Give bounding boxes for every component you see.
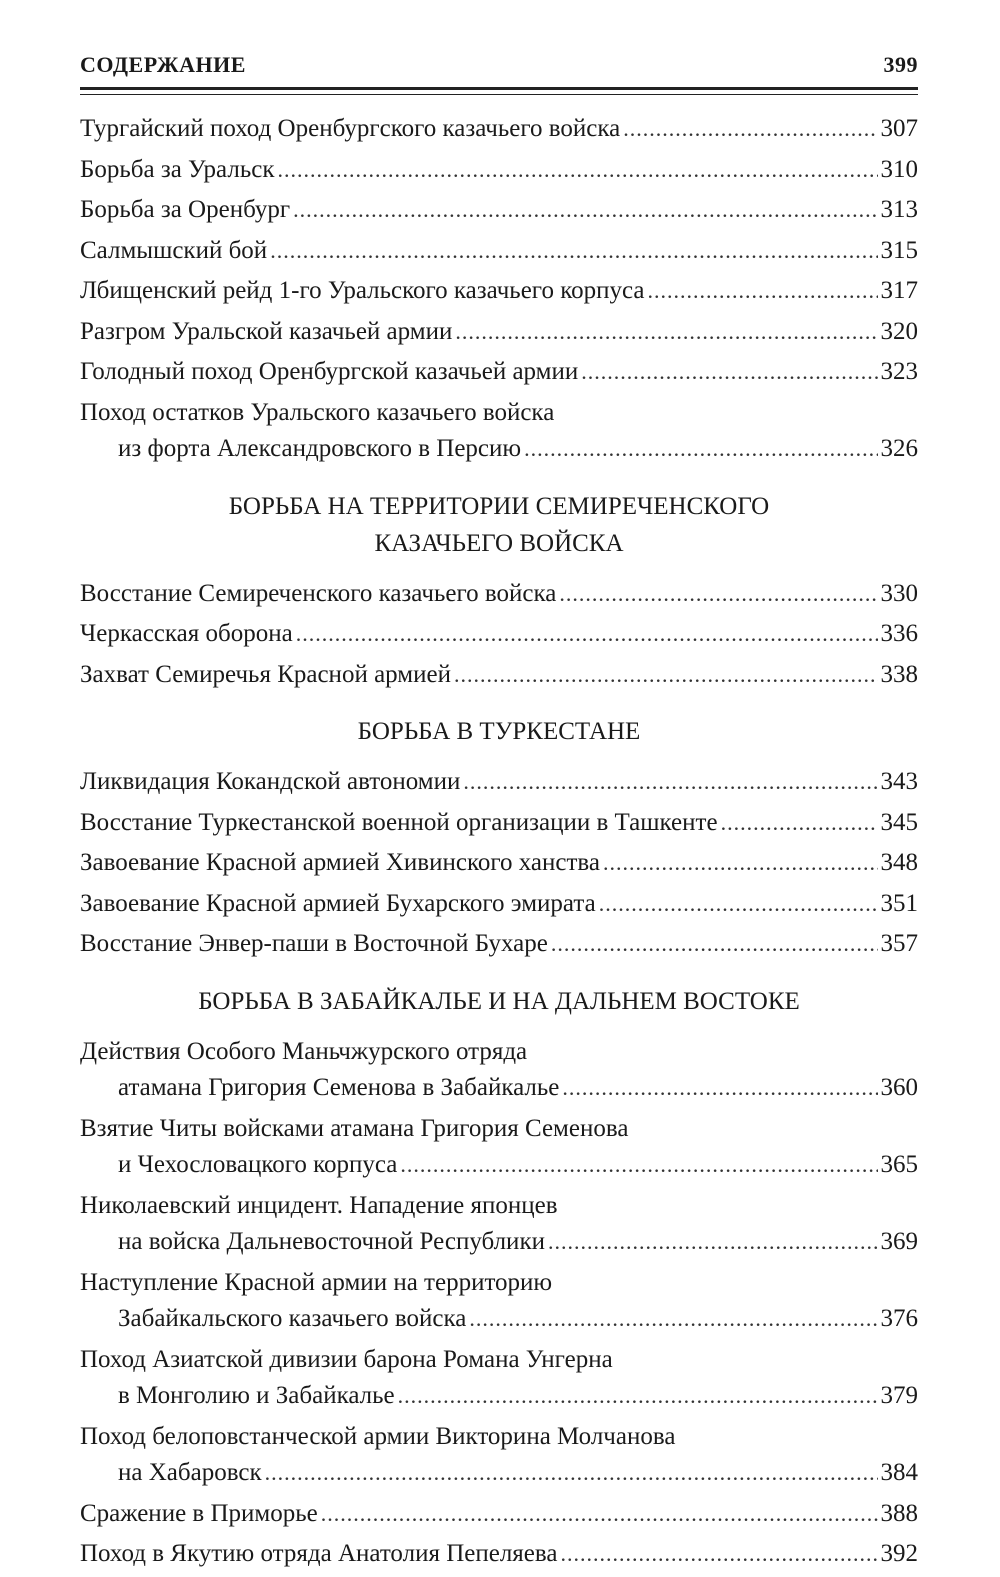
toc-entry[interactable] bbox=[80, 657, 918, 694]
section-heading-line: БОРЬБА В ЗАБАЙКАЛЬЕ И НА ДАЛЬНЕМ ВОСТОКЕ bbox=[198, 987, 800, 1015]
toc-entry-line bbox=[80, 845, 918, 882]
toc-entry[interactable] bbox=[80, 764, 918, 801]
toc-entry-line bbox=[80, 1070, 918, 1107]
toc-page-number: 369 bbox=[880, 1228, 918, 1255]
toc-entry-title: Лбищенский рейд 1-го Уральского казачьего корпуса bbox=[80, 277, 645, 304]
section-heading-line: БОРЬБА В ТУРКЕСТАНЕ bbox=[357, 718, 641, 745]
toc-entry[interactable] bbox=[80, 616, 918, 653]
toc-entry-line bbox=[80, 395, 918, 432]
toc-entry-title: Поход белоповстанческой армии Викторина Молчанова bbox=[80, 1422, 676, 1450]
toc-entry-title: Борьба за Уральск bbox=[80, 155, 275, 183]
toc-entry[interactable] bbox=[80, 1265, 918, 1338]
toc-page-number: 320 bbox=[880, 317, 918, 345]
toc-entry[interactable] bbox=[80, 111, 918, 148]
toc-entry-line bbox=[80, 1342, 918, 1379]
toc-entry[interactable] bbox=[80, 1419, 918, 1492]
section-heading bbox=[80, 488, 918, 562]
toc-entry-title: Захват Семиречья Красной армией bbox=[80, 660, 451, 688]
running-header bbox=[80, 52, 918, 78]
toc-entry-line bbox=[80, 111, 918, 148]
toc-entry[interactable] bbox=[80, 1496, 918, 1533]
dot-leader bbox=[581, 354, 877, 391]
dot-leader bbox=[524, 431, 877, 468]
dot-leader bbox=[296, 616, 878, 653]
dot-leader bbox=[455, 314, 877, 351]
section-heading-line: КАЗАЧЬЕГО ВОЙСКА bbox=[374, 529, 624, 557]
dot-leader bbox=[454, 657, 878, 694]
dot-leader bbox=[400, 1147, 877, 1184]
toc-entry-line bbox=[80, 1111, 918, 1148]
toc-entry[interactable] bbox=[80, 1188, 918, 1261]
toc-entry-title: Наступление Красной армии на территорию bbox=[80, 1268, 553, 1296]
toc-entry-title: Восстание Туркестанской военной организации в Ташкенте bbox=[80, 808, 718, 836]
toc-entry[interactable] bbox=[80, 273, 918, 310]
dot-leader bbox=[548, 1224, 878, 1261]
toc-page-number: 317 bbox=[880, 277, 918, 304]
toc-page-number: 345 bbox=[880, 808, 918, 836]
toc-entry[interactable] bbox=[80, 314, 918, 351]
toc-entry-title: Разгром Уральской казачьей армии bbox=[80, 317, 453, 345]
toc-entry-line bbox=[80, 1455, 918, 1492]
toc-entry[interactable] bbox=[80, 1536, 918, 1573]
toc-entry-line bbox=[80, 1378, 918, 1415]
toc-entry[interactable] bbox=[80, 152, 918, 189]
toc-page-number: 360 bbox=[880, 1074, 918, 1101]
toc-entry-title: Черкасская оборона bbox=[80, 620, 293, 647]
dot-leader bbox=[623, 111, 877, 148]
toc-page-number: 351 bbox=[880, 889, 918, 917]
toc-page-number: 326 bbox=[880, 435, 918, 462]
toc-entry-title: на войска Дальневосточной Республики bbox=[118, 1228, 545, 1255]
toc-entry-line bbox=[80, 1147, 918, 1184]
toc-entry-title: Восстание Семиреченского казачьего войска bbox=[80, 579, 557, 607]
toc-entry-title: Забайкальского казачьего войска bbox=[118, 1305, 467, 1332]
dot-leader bbox=[647, 273, 877, 310]
toc-entry[interactable] bbox=[80, 886, 918, 923]
toc-entry-line bbox=[80, 1419, 918, 1456]
dot-leader bbox=[559, 576, 877, 613]
toc-entry[interactable] bbox=[80, 1111, 918, 1184]
toc-entry-line bbox=[80, 314, 918, 351]
toc-page-number: 323 bbox=[880, 358, 918, 385]
toc-page-number: 384 bbox=[880, 1459, 918, 1486]
toc-entry[interactable] bbox=[80, 354, 918, 391]
toc-entry-title: Борьба за Оренбург bbox=[80, 196, 291, 223]
table-of-contents bbox=[80, 111, 918, 1577]
toc-entry-title: Завоевание Красной армией Хивинского ханства bbox=[80, 849, 600, 876]
toc-entry-line bbox=[80, 1301, 918, 1338]
dot-leader bbox=[562, 1070, 877, 1107]
dot-leader bbox=[603, 845, 878, 882]
section-heading-line: БОРЬБА НА ТЕРРИТОРИИ СЕМИРЕЧЕНСКОГО bbox=[228, 492, 770, 520]
toc-page-number: 330 bbox=[880, 579, 918, 607]
toc-entry[interactable] bbox=[80, 845, 918, 882]
dot-leader bbox=[270, 233, 877, 270]
toc-entry[interactable] bbox=[80, 192, 918, 229]
dot-leader bbox=[277, 152, 877, 189]
toc-page-number: 338 bbox=[880, 660, 918, 688]
toc-entry-line bbox=[80, 1496, 918, 1533]
dot-leader bbox=[560, 1536, 877, 1573]
toc-entry-title: Поход в Якутию отряда Анатолия Пепеляева bbox=[80, 1540, 558, 1567]
toc-entry[interactable] bbox=[80, 1034, 918, 1107]
toc-entry[interactable] bbox=[80, 395, 918, 468]
header-page-number: 399 bbox=[883, 52, 918, 77]
toc-page-number: 379 bbox=[880, 1382, 918, 1409]
header-rule-thick bbox=[80, 87, 918, 90]
toc-entry-line bbox=[80, 354, 918, 391]
header-rule-thin bbox=[80, 94, 918, 95]
section-heading bbox=[80, 983, 918, 1020]
toc-entry-line bbox=[80, 1536, 918, 1573]
dot-leader bbox=[321, 1496, 878, 1533]
toc-entry-line bbox=[80, 616, 918, 653]
toc-entry-line bbox=[80, 233, 918, 270]
toc-entry-line bbox=[80, 1034, 918, 1071]
toc-entry-line bbox=[80, 926, 918, 963]
toc-page-number: 313 bbox=[880, 196, 918, 223]
toc-entry-title: Взятие Читы войсками атамана Григория Семенова bbox=[80, 1114, 629, 1142]
toc-entry-line bbox=[80, 657, 918, 694]
toc-entry-title: Тургайский поход Оренбургского казачьего войска bbox=[80, 115, 621, 142]
toc-entry-line bbox=[80, 273, 918, 310]
toc-entry-line bbox=[80, 1188, 918, 1225]
toc-entry-line bbox=[80, 431, 918, 468]
toc-entry-title: Ликвидация Кокандской автономии bbox=[80, 768, 461, 795]
toc-entry-title: Сражение в Приморье bbox=[80, 1499, 318, 1527]
toc-page-number: 357 bbox=[880, 930, 918, 957]
toc-entry-title: на Хабаровск bbox=[118, 1459, 262, 1486]
toc-entry[interactable] bbox=[80, 805, 918, 842]
toc-entry[interactable] bbox=[80, 576, 918, 613]
toc-page-number: 365 bbox=[880, 1151, 918, 1178]
toc-page-number: 348 bbox=[880, 849, 918, 876]
toc-entry-line bbox=[80, 1265, 918, 1302]
toc-page-number: 343 bbox=[880, 768, 918, 795]
toc-entry-line bbox=[80, 886, 918, 923]
toc-page-number: 336 bbox=[880, 620, 918, 647]
toc-entry-title: Голодный поход Оренбургской казачьей армии bbox=[80, 358, 579, 385]
toc-entry-title: атамана Григория Семенова в Забайкалье bbox=[118, 1074, 560, 1101]
toc-entry-line bbox=[80, 1224, 918, 1261]
dot-leader bbox=[293, 192, 877, 229]
dot-leader bbox=[721, 805, 878, 842]
toc-entry-title: Салмышский бой bbox=[80, 236, 268, 264]
dot-leader bbox=[599, 886, 878, 923]
dot-leader bbox=[469, 1301, 877, 1338]
toc-entry-line bbox=[80, 192, 918, 229]
header-title: СОДЕРЖАНИЕ bbox=[80, 52, 246, 77]
dot-leader bbox=[463, 764, 877, 801]
toc-entry-line bbox=[80, 576, 918, 613]
dot-leader bbox=[551, 926, 878, 963]
toc-entry-line bbox=[80, 152, 918, 189]
toc-entry-title: Действия Особого Маньчжурского отряда bbox=[80, 1037, 528, 1065]
toc-page-number: 388 bbox=[880, 1499, 918, 1527]
toc-entry-title: Николаевский инцидент. Нападение японцев bbox=[80, 1191, 558, 1219]
toc-page-number: 307 bbox=[880, 115, 918, 142]
toc-entry[interactable] bbox=[80, 1342, 918, 1415]
section-heading bbox=[80, 713, 918, 750]
toc-entry-line bbox=[80, 764, 918, 801]
toc-entry[interactable] bbox=[80, 926, 918, 963]
dot-leader bbox=[265, 1455, 878, 1492]
toc-page-number: 376 bbox=[880, 1305, 918, 1332]
toc-entry-title: Завоевание Красной армией Бухарского эмирата bbox=[80, 889, 596, 917]
toc-entry-title: Поход остатков Уральского казачьего войска bbox=[80, 398, 555, 426]
toc-entry-title: Поход Азиатской дивизии барона Романа Унгерна bbox=[80, 1345, 613, 1373]
toc-entry-line bbox=[80, 805, 918, 842]
toc-page-number: 315 bbox=[880, 236, 918, 264]
toc-entry-title: из форта Александровского в Персию bbox=[118, 435, 522, 462]
toc-page-number: 310 bbox=[880, 155, 918, 183]
toc-entry-title: Восстание Энвер-паши в Восточной Бухаре bbox=[80, 930, 548, 957]
toc-entry[interactable] bbox=[80, 233, 918, 270]
toc-entry-title: и Чехословацкого корпуса bbox=[118, 1151, 398, 1178]
toc-page-number: 392 bbox=[880, 1540, 918, 1567]
toc-entry-title: в Монголию и Забайкалье bbox=[118, 1382, 395, 1409]
dot-leader bbox=[398, 1378, 878, 1415]
